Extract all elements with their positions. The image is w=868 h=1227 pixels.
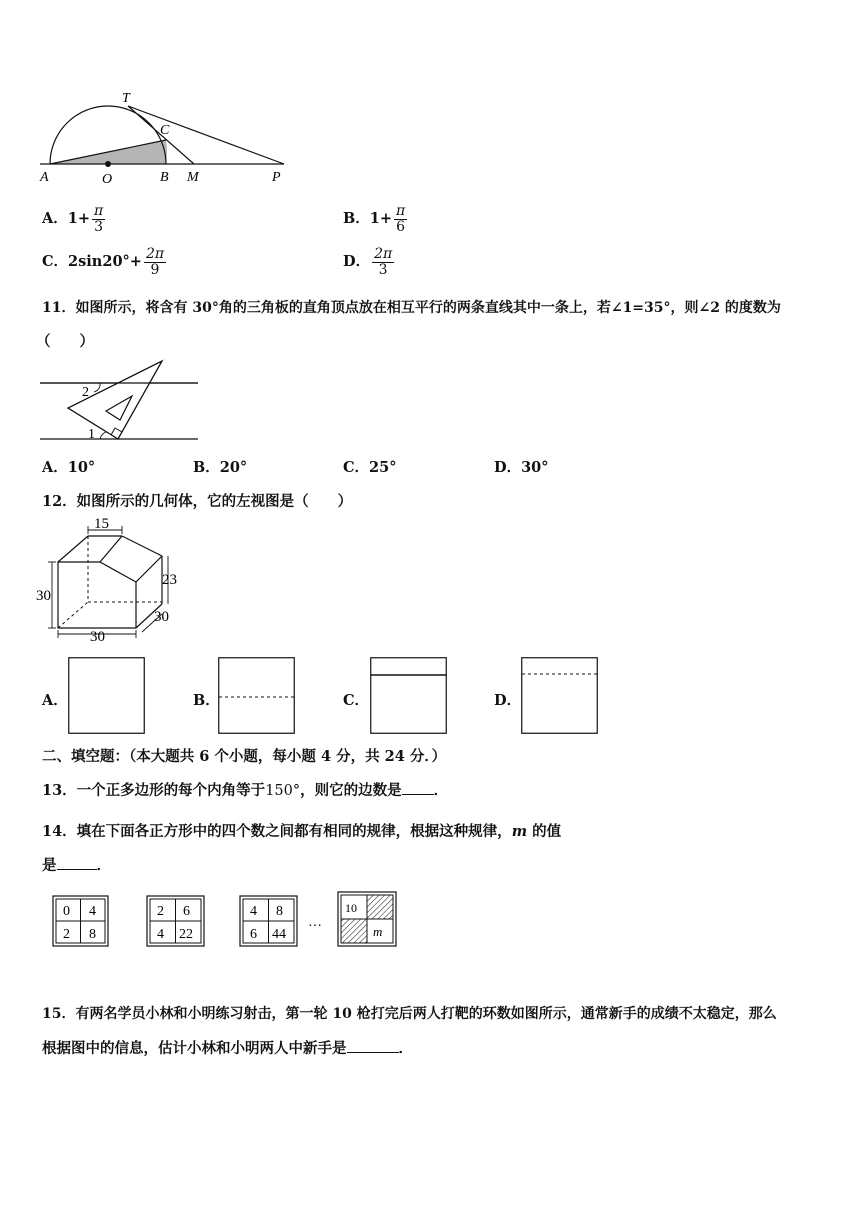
q14-question-line2 <box>42 854 111 875</box>
q11-option-a[interactable]: A．10° <box>42 459 96 476</box>
cell-value-m: m <box>373 924 383 939</box>
label-A: A <box>40 170 49 185</box>
figure-q12-solid <box>36 516 186 642</box>
dim-bottom: 30 <box>90 629 105 642</box>
q12-option-a-label[interactable]: A． <box>42 692 68 709</box>
section-2-heading: 二、填空题：（本大题共 6 个小题，每小题 4 分，共 24 分．） <box>42 748 447 765</box>
q12-option-c-label[interactable]: C． <box>343 692 370 709</box>
fraction <box>394 204 407 234</box>
q13-end: ． <box>433 782 449 799</box>
cell-value: 10 <box>345 901 357 915</box>
dim-top: 15 <box>94 516 109 532</box>
option-letter: D． <box>343 253 371 271</box>
dim-left: 30 <box>36 588 51 604</box>
cell-value: 6 <box>183 904 190 919</box>
q12-question-text: 12．如图所示的几何体，它的左视图是（ ） <box>42 493 353 510</box>
q13-question <box>42 779 448 800</box>
q15-question-line1: 15．有两名学员小林和小明练习射击，第一轮 10 枪打完后两人打靶的环数如图所示，通常新手的成绩不太稳定，那么 <box>42 1006 777 1022</box>
cell-value: 2 <box>63 927 70 942</box>
q12-option-b-label[interactable]: B． <box>193 692 220 709</box>
cell-value: 4 <box>157 927 164 942</box>
fraction <box>144 247 166 277</box>
number-square-1 <box>53 896 108 946</box>
cell-value: 22 <box>179 927 193 942</box>
label-C: C <box>160 123 170 138</box>
dim-right: 23 <box>162 572 177 588</box>
angle-2-label: 2 <box>82 385 89 400</box>
number-square-2 <box>147 896 204 946</box>
q10-option-c[interactable] <box>42 247 166 277</box>
q11-option-c[interactable]: C．25° <box>343 459 397 476</box>
label-O: O <box>102 172 113 187</box>
fraction-denominator: 3 <box>94 218 104 235</box>
q10-option-d[interactable] <box>343 247 394 277</box>
label-P: P <box>272 170 281 185</box>
option-letter: B． <box>343 210 370 228</box>
cell-value: 8 <box>276 904 283 919</box>
number-square-3 <box>240 896 297 946</box>
fraction-denominator: 3 <box>378 261 388 278</box>
q11-option-d[interactable]: D．30° <box>494 459 549 476</box>
q11-answer-bracket: （ ） <box>36 333 94 350</box>
angle-1-label: 1 <box>88 427 95 442</box>
label-M: M <box>187 170 199 185</box>
q12-option-c-view[interactable] <box>370 657 447 734</box>
q14-text: 14．填在下面各正方形中的四个数之间都有相同的规律，根据这种规律， <box>42 823 512 840</box>
cell-value: 2 <box>157 904 164 919</box>
option-prefix: 1+ <box>67 210 91 228</box>
fraction-numerator: 2π <box>145 246 165 262</box>
q14-text-end: 的值 <box>527 823 562 840</box>
dim-depth: 30 <box>154 609 169 625</box>
cell-value: 44 <box>272 927 286 942</box>
q14-number-squares <box>50 890 400 950</box>
q12-option-a-view[interactable] <box>68 657 145 734</box>
fraction <box>372 247 394 277</box>
q15-question-line2 <box>42 1037 413 1058</box>
fraction-denominator: 9 <box>150 261 160 278</box>
fraction <box>92 204 105 234</box>
q15-line2: 根据图中的信息，估计小林和小明两人中新手是 <box>42 1040 347 1057</box>
q10-option-a[interactable] <box>42 204 105 234</box>
option-prefix: 2sin20°+ <box>68 253 142 271</box>
fraction-denominator: 6 <box>396 218 406 235</box>
q13-text-before: 13．一个正多边形的每个内角等于 <box>42 782 266 799</box>
cell-value: 8 <box>89 927 96 942</box>
q15-end: ． <box>398 1040 413 1057</box>
figure-q11-parallel-lines-triangle <box>38 356 202 446</box>
option-letter: C． <box>42 253 69 271</box>
number-square-4 <box>338 892 396 946</box>
ellipsis: … <box>308 915 322 930</box>
cell-value: 6 <box>250 927 257 942</box>
q14-end: ． <box>96 857 111 874</box>
q12-option-d-label[interactable]: D． <box>494 692 522 709</box>
q14-question-line1 <box>42 820 561 841</box>
q11-option-b[interactable]: B．20° <box>193 459 248 476</box>
q12-option-d-view[interactable] <box>521 657 598 734</box>
option-letter: A． <box>42 210 68 228</box>
figure-q10-semicircle <box>36 88 298 188</box>
q13-answer-blank[interactable] <box>402 794 434 795</box>
q13-text-after: ，则它的边数是 <box>300 782 402 799</box>
q14-var-m: m <box>511 823 528 840</box>
q15-answer-blank[interactable] <box>347 1052 399 1053</box>
q12-option-b-view[interactable] <box>218 657 295 734</box>
cell-value: 4 <box>250 904 257 919</box>
label-B: B <box>160 170 169 185</box>
label-T: T <box>122 91 130 106</box>
q10-option-b[interactable] <box>343 204 407 234</box>
q14-answer-blank[interactable] <box>57 869 97 870</box>
option-prefix: 1+ <box>369 210 393 228</box>
q11-question-text: 11．如图所示，将含有 30°角的三角板的直角顶点放在相互平行的两条直线其中一条上，若∠1=35°，则∠2 的度数为 <box>42 300 781 316</box>
cell-value: 4 <box>89 904 96 919</box>
fraction-numerator: 2π <box>374 246 393 262</box>
cell-value: 0 <box>63 904 70 919</box>
q13-angle: 150° <box>265 783 301 799</box>
fraction-numerator: π <box>396 203 406 219</box>
fraction-numerator: π <box>94 203 104 219</box>
q14-line2: 是 <box>42 857 57 874</box>
